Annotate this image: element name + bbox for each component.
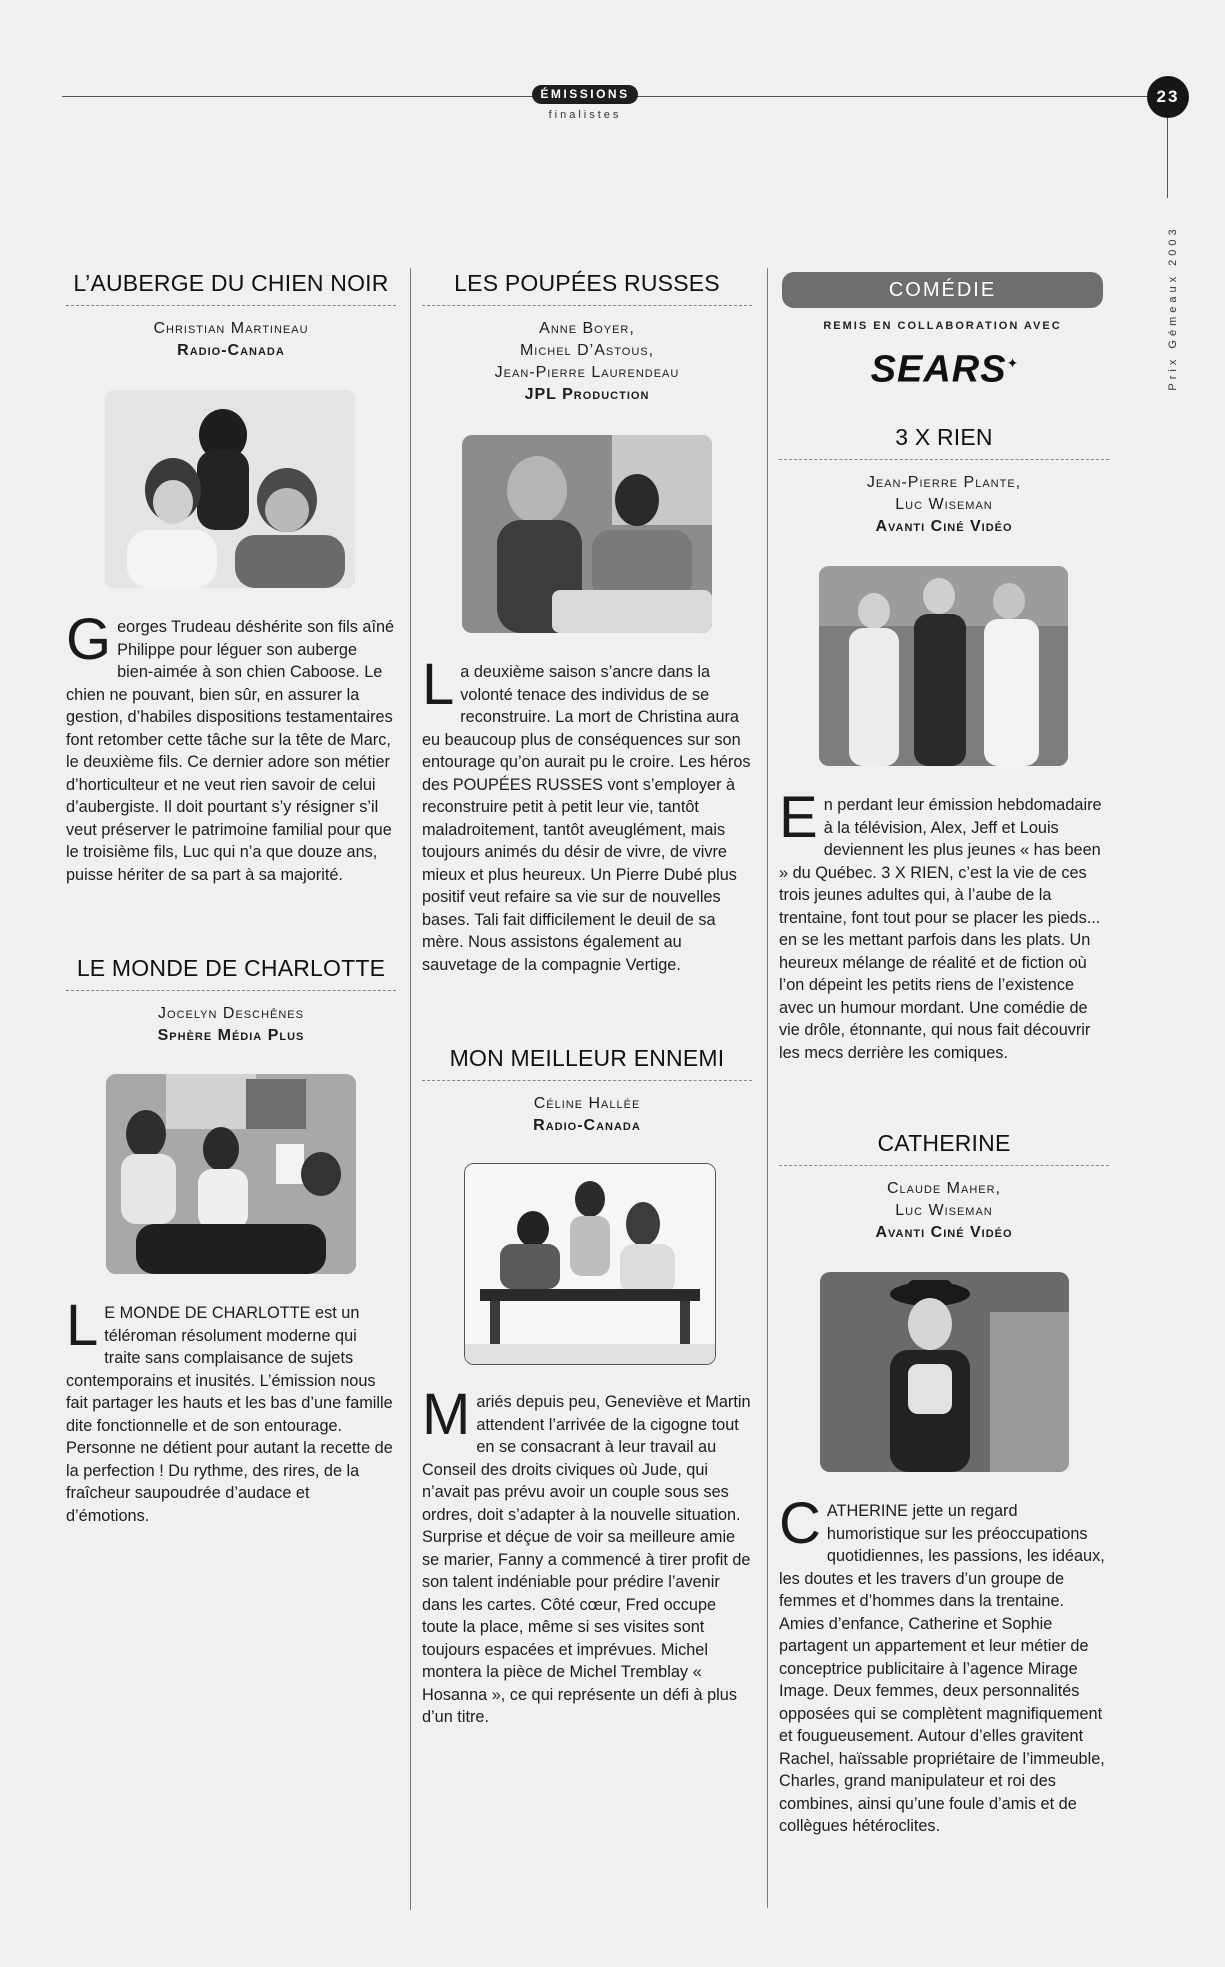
photo-catherine	[820, 1272, 1069, 1472]
article-text: ATHERINE jette un regard humoristique sur les préoccupations quotidiennes, les passions, les idéaux, les doutes et les travers d’un groupe de femmes et d’hommes dans la trentaine. Amies d’enfance, Catherine et Sophie partagent un appartement et leur métier de conceptrice publicitaire à l’agence Mirage Image. Deux femmes, deux personnalités opposées qui se complètent magnifiquement et fougueusement. Autour d’elles gravitent Rachel, haïssable propriétaire de l’immeuble, Charles, grand manipulateur et roi des combines, ainsi qu’une foule d’amis et de collègues hétéroclites.	[779, 1502, 1105, 1835]
section-label: ÉMISSIONS	[532, 85, 638, 104]
side-rule	[1167, 118, 1168, 198]
column-separator	[767, 268, 768, 1908]
credit-person: Luc Wiseman	[895, 1202, 993, 1219]
dashed-divider	[66, 990, 396, 991]
article-charlotte-body	[66, 1293, 396, 1527]
article-title: CATHERINE	[877, 1130, 1011, 1156]
article-credits	[66, 318, 396, 362]
article-text: a deuxième saison s’ancre dans la volonté tenace des individus de se reconstruire. La mort de Christina aura eu beaucoup plus de conséquences sur son entourage qu’on aurait pu le croire. Les héros des POUPÉES RUSSES vont s’employer à reconstruire petit à petit leur vie, tantôt maladroitement, tantôt aveuglément, mais toujours animés du désir de vivre, de vivre mieux et plus heureux. Un Pierre Dubé plus positif veut refaire sa vie sur de nouvelles bases. Tali fait difficilement le deuil de sa mère. Nous assistons également au sauvetage de la compagnie Vertige.	[422, 663, 751, 974]
article-credits	[779, 1178, 1109, 1244]
photo-poupees	[462, 435, 712, 633]
credit-person: Jean-Pierre Plante,	[866, 474, 1022, 491]
article-title: LES POUPÉES RUSSES	[454, 270, 720, 296]
article-ennemi-header	[422, 1043, 752, 1137]
sponsor-logo: SEARS✦	[870, 348, 1020, 391]
article-charlotte-header	[66, 953, 396, 1047]
article-text: n perdant leur émission hebdomadaire à la télévision, Alex, Jeff et Louis deviennent les plus jeunes « has been » du Québec. 3 X RIEN, c’est la vie de ces trois jeunes adultes qui, à l’aube de la trentaine, font tout pour se placer les pieds... en se les mettant parfois dans les plats. Un heureux mélange de réalité et de fiction où l’on dépeint les petits riens de l’existence avec un humour mordant. Une comédie de vie drôle, étonnante, qui nous fait découvrir les mecs derrière les comiques.	[779, 796, 1102, 1062]
credit-person: Jean-Pierre Laurendeau	[494, 364, 680, 381]
credit-person: Céline Hallée	[533, 1095, 641, 1112]
article-catherine-body	[779, 1491, 1109, 1838]
drop-cap: C	[779, 1491, 821, 1556]
article-ennemi-body	[422, 1382, 752, 1729]
photo-auberge	[105, 390, 355, 588]
drop-cap: L	[422, 652, 455, 717]
drop-cap: G	[66, 607, 112, 672]
drop-cap: E	[779, 785, 818, 850]
article-credits	[66, 1003, 396, 1047]
drop-cap: M	[422, 1382, 471, 1447]
photo-ennemi	[464, 1163, 716, 1365]
article-auberge-header	[66, 268, 396, 362]
dashed-divider	[779, 1165, 1109, 1166]
article-catherine-header	[779, 1128, 1109, 1244]
credit-producer: Avanti Ciné Vidéo	[875, 518, 1013, 535]
dashed-divider	[422, 1080, 752, 1081]
article-text: ariés depuis peu, Geneviève et Martin attendent l’arrivée de la cigogne tout en se consacrant à leur travail au Conseil des droits civiques où Jude, qui n’avait pas prévu avoir un couple sous ses ordres, doit s’adapter à la nouvelle situation. Surprise et déçue de voir sa meilleure amie se marier, Fanny a commencé à tirer profit de son talent indéniable pour prédire l’avenir dans les cartes. Côté cœur, Fred occupe toute la place, même si ses visites sont toujours espacées et imprévues. Michel montera la pièce de Michel Tremblay « Hosanna », ce qui représente un défi à plus d’un titre.	[422, 1393, 751, 1726]
credit-person: Jocelyn Deschênes	[158, 1005, 304, 1022]
page-number: 23	[1147, 76, 1189, 118]
section-sublabel: finalistes	[548, 109, 622, 121]
credit-producer: JPL Production	[524, 386, 650, 403]
dashed-divider	[779, 459, 1109, 460]
credit-producer: Radio-Canada	[533, 1117, 641, 1134]
article-rien-body	[779, 785, 1109, 1064]
article-credits	[422, 1093, 752, 1137]
article-title: MON MEILLEUR ENNEMI	[449, 1045, 725, 1071]
side-label: Prix Gémeaux 2003	[1167, 225, 1179, 391]
article-credits	[779, 472, 1109, 538]
category-banner: COMÉDIE	[782, 272, 1103, 308]
maple-leaf-icon: ✦	[1006, 355, 1020, 371]
column-separator	[410, 268, 411, 1910]
credit-producer: Avanti Ciné Vidéo	[875, 1224, 1013, 1241]
article-poupees-body	[422, 652, 752, 976]
article-rien-header	[779, 422, 1109, 538]
credit-person: Luc Wiseman	[895, 496, 993, 513]
photo-rien	[819, 566, 1068, 766]
photo-charlotte	[106, 1074, 356, 1274]
article-text: E MONDE DE CHARLOTTE est un téléroman résolument moderne qui traite sans complaisance de sujets contemporains et inusités. L’émission nous fait partager les hauts et les bas d’une famille dite fonctionnelle et de son entourage. Personne ne détient pour autant la recette de la perfection ! Du rythme, des rires, de la fraîcheur saupoudrée d’audace et d’émotions.	[66, 1304, 393, 1525]
credit-person: Christian Martineau	[153, 320, 309, 337]
drop-cap: L	[66, 1293, 99, 1358]
article-title: 3 X RIEN	[895, 424, 993, 450]
credit-producer: Radio-Canada	[177, 342, 285, 359]
credit-person: Anne Boyer,	[539, 320, 635, 337]
credit-producer: Sphère Média Plus	[157, 1027, 305, 1044]
dashed-divider	[422, 305, 752, 306]
sponsor-line: REMIS EN COLLABORATION AVEC	[823, 320, 1062, 332]
article-text: eorges Trudeau déshérite son fils aîné Philippe pour léguer son auberge bien-aimée à son chien Caboose. Le chien ne pouvant, bien sûr, en assurer la gestion, d’habiles dispositions testamentaires font retomber cette tâche sur la tête de Marc, le deuxième fils. Ce dernier adore son métier d’horticulteur et ne veut rien savoir de celui d’aubergiste. Il doit pourtant s’y résigner s’il veut préserver le patrimoine familial pour que le troisième fils, Luc qui n’a que douze ans, puisse hériter de sa part à sa majorité.	[66, 618, 395, 884]
dashed-divider	[66, 305, 396, 306]
article-title: LE MONDE DE CHARLOTTE	[76, 955, 386, 981]
article-title: L’AUBERGE DU CHIEN NOIR	[73, 270, 389, 296]
article-credits	[422, 318, 752, 406]
article-poupees-header	[422, 268, 752, 406]
credit-person: Claude Maher,	[886, 1180, 1001, 1197]
article-auberge-body	[66, 607, 396, 886]
credit-person: Michel D’Astous,	[519, 342, 655, 359]
